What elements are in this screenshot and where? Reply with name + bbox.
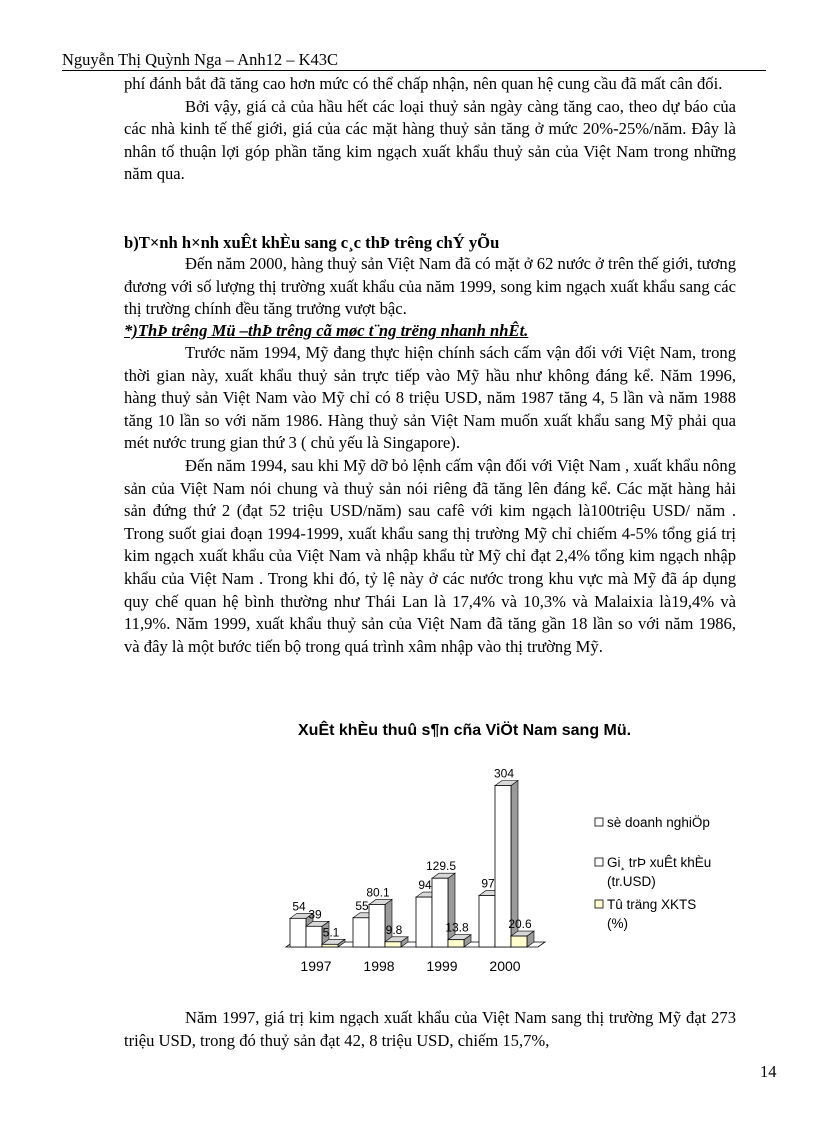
data-label-1998-1: 80.1: [366, 885, 390, 900]
page-number: 14: [760, 1062, 777, 1081]
paragraph-1997-value: Năm 1997, giá trị kim ngạch xuất khẩu của Việt Nam sang thị trường Mỹ đạt 273 triệu USD, trong đó thuỷ sản đạt 42, 8 triệu USD, chiếm 15,7%,: [124, 1008, 736, 1050]
bar-1999-0: [416, 897, 432, 947]
export-bar-chart: [270, 750, 740, 990]
data-label-1998-2: 9.8: [385, 922, 403, 937]
legend-label-0-0: sè doanh nghiÖp: [607, 815, 710, 830]
data-label-2000-1: 304: [493, 766, 515, 781]
bar-1997-0: [290, 918, 306, 947]
data-label-1999-1: 129.5: [425, 859, 457, 874]
data-label-1997-2: 5.1: [322, 925, 340, 940]
header-rule: [62, 70, 766, 71]
bar-1998-2: [385, 942, 401, 947]
bar-1999-1: [432, 878, 448, 947]
section-heading: b)T×nh h×nh xuÊt khÈu sang c¸c thÞ trêng chÝ yÕu: [124, 233, 500, 252]
legend-label-2-1: (%): [607, 916, 628, 931]
data-label-1999-0: 94: [418, 878, 432, 893]
page-header: Nguyễn Thị Quỳnh Nga – Anh12 – K43C: [62, 50, 339, 69]
legend-label-1-0: Gi¸ trÞ xuÊt khÈu: [607, 855, 712, 870]
legend-swatch-0: [595, 818, 603, 826]
bar-1998-0: [353, 918, 369, 947]
markets-block: [124, 253, 736, 321]
data-label-1998-0: 55: [355, 898, 369, 913]
data-label-1997-0: 54: [292, 899, 306, 914]
data-label-2000-0: 97: [481, 876, 495, 891]
x-tick-1998: 1998: [363, 958, 395, 974]
bar-2000-0: [479, 895, 495, 947]
paragraph-embargo: Trước năm 1994, Mỹ đang thực hiện chính sách cấm vận đối với Việt Nam, trong thời gian này, xuất khẩu thuỷ sản trực tiếp vào Mỹ hầu như không đáng kể. Năm 1996, hàng thuỷ sản Việt Nam vào Mỹ chỉ có 8 triệu USD, năm 1987 tăng 4, 5 lần và năm 1988 tăng 10 lần so với năm 1986. Hàng thuỷ sản Việt Nam muốn xuất khẩu sang Mỹ phải qua mét nước trung gian thứ 3 ( chủ yếu là Singapore).: [124, 343, 736, 453]
legend-swatch-1: [595, 858, 603, 866]
legend-label-2-0: Tû träng XKTS: [607, 897, 697, 912]
us-market-block: [124, 342, 736, 658]
data-label-1997-1: 39: [308, 907, 322, 922]
x-tick-1997: 1997: [300, 958, 332, 974]
paragraph-prices: Bởi vậy, giá cả của hầu hết các loại thuỷ sản ngày càng tăng cao, theo dự báo của các nhà kinh tế thế giới, giá của các mặt hàng thuỷ sản tăng ở mức 20%-25%/năm. Đây là nhân tố thuận lợi góp phần tăng kim ngạch xuất khẩu thuỷ sản của Việt Nam trong những năm qua.: [124, 96, 736, 184]
closing-block: [124, 1007, 736, 1052]
bar-1998-1: [369, 904, 385, 947]
data-label-1999-2: 13.8: [445, 920, 469, 935]
bar-1999-2: [448, 940, 464, 947]
bar-1997-2: [322, 944, 338, 947]
legend-swatch-2: [595, 900, 603, 908]
paragraph-supply-demand: phí đánh bắt đã tăng cao hơn mức có thể chấp nhận, nên quan hệ cung cầu đã mất cân đối.: [124, 74, 723, 93]
paragraph-after-embargo: Đến năm 1994, sau khi Mỹ dỡ bỏ lệnh cấm vận đối với Việt Nam , xuất khẩu nông sản của Việt Nam nói chung và thuỷ sản nói riêng đã tăng lên đáng kể. Các mặt hàng hải sản đứng thứ 2 (đạt 52 triệu USD/năm) sau cafê với kim ngạch là100triệu USD/ năm . Trong suốt giai đoạn 1994-1999, xuất khẩu sang thị trường Mỹ chỉ chiếm 4-5% tổng giá trị kim ngạch xuất khẩu của Việt Nam và nhập khẩu từ Mỹ chỉ đạt 2,4% tổng kim ngạch nhập khẩu của Việt Nam . Trong khi đó, tỷ lệ này ở các nước trong khu vực mà Mỹ đã áp dụng quy chế quan hệ bình thường như Thái Lan là 17,4% và 10,3% và Malaixia là19,4% và 11,9%. Năm 1999, xuất khẩu thuỷ sản của Việt Nam đã tăng gần 18 lần so với năm 1986, và đây là một bước tiến bộ trong quá trình xâm nhập vào thị trường Mỹ.: [124, 455, 736, 656]
x-tick-1999: 1999: [426, 958, 458, 974]
legend-label-1-1: (tr.USD): [607, 874, 656, 889]
paragraph-markets: Đến năm 2000, hàng thuỷ sản Việt Nam đã có mặt ở 62 nước ở trên thế giới, tương đương với số lượng thị trường xuất khẩu của năm 1999, song kim ngạch xuất khẩu sang các thị trường chính đều tăng trưởng vượt bậc.: [124, 254, 736, 319]
bar-1997-1: [306, 926, 322, 947]
chart-title: XuÊt khÈu thuû s¶n cña ViÖt Nam sang Mü.: [298, 722, 632, 739]
intro-block: [124, 73, 736, 186]
bar-2000-2: [511, 936, 527, 947]
data-label-2000-2: 20.6: [508, 917, 532, 932]
x-tick-2000: 2000: [489, 958, 521, 974]
us-market-subheading: *)ThÞ trêng Mü –thÞ trêng cã møc t¨ng trëng nhanh nhÊt.: [124, 321, 529, 340]
